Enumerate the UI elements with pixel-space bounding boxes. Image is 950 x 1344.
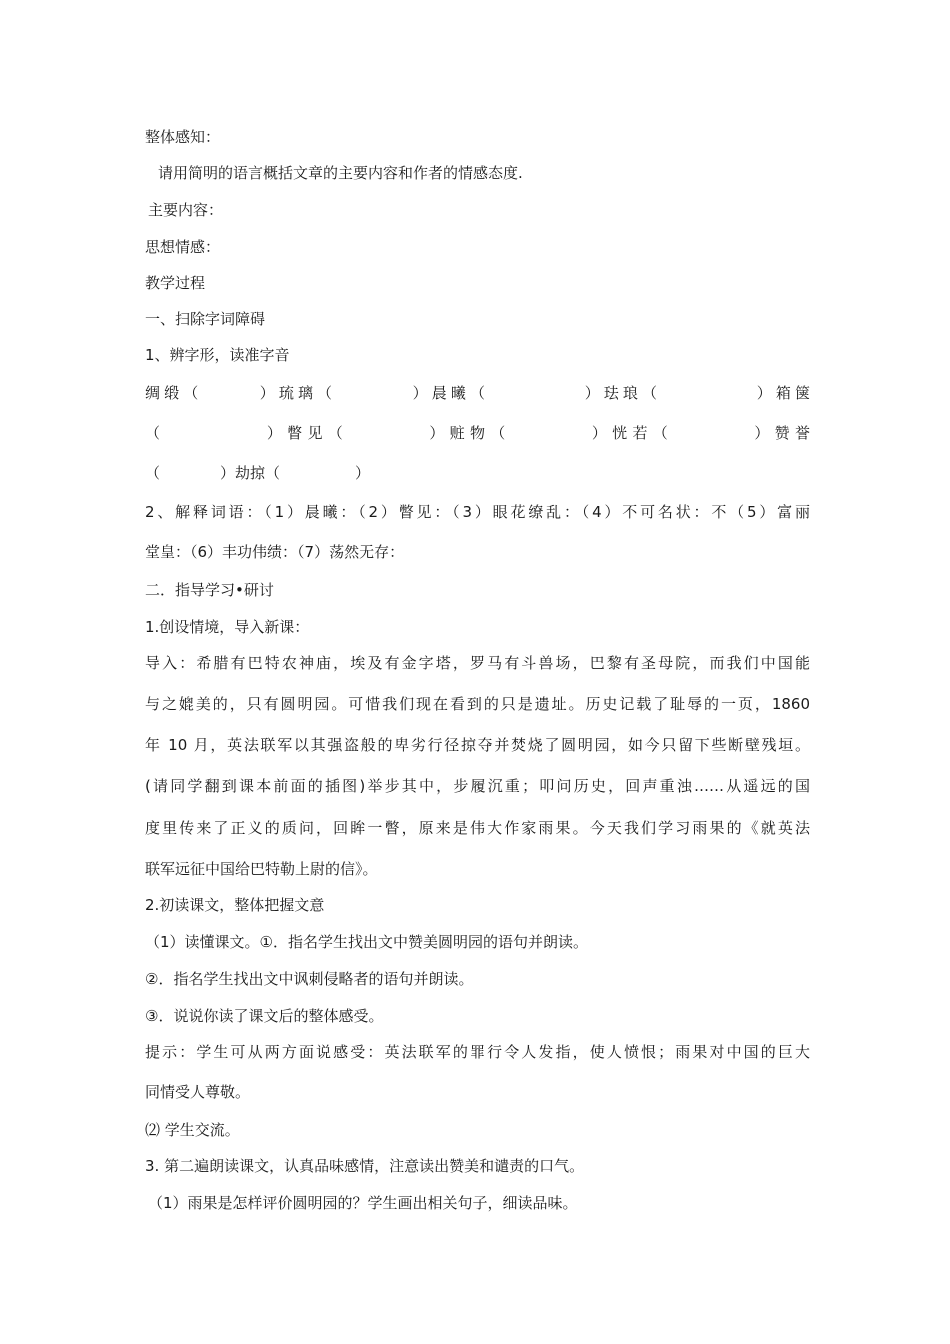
subheading-char-forms: 1、辨字形，读准字音 <box>145 346 290 364</box>
section-heading-vocabulary: 一、扫除字词障碍 <box>145 310 266 328</box>
heading-teaching-process: 教学过程 <box>145 274 206 292</box>
subheading-second-reading: 3. 第二遍朗读课文，认真品味感情，注意读出赞美和谴责的口气。 <box>145 1157 585 1175</box>
intro-paragraph-line-6: 联军远征中国给巴特勒上尉的信》。 <box>145 860 378 878</box>
main-content-label: 主要内容： <box>148 201 224 219</box>
heading-overall-perception: 整体感知： <box>145 128 221 146</box>
hint-line-2: 同情受人尊敬。 <box>145 1083 251 1101</box>
subheading-first-reading: 2.初读课文，整体把握文意 <box>145 896 325 914</box>
section-heading-guided-study: 二．指导学习•研讨 <box>145 581 274 599</box>
intro-paragraph-line-1: 导入：希腊有巴特农神庙，埃及有金字塔，罗马有斗兽场，巴黎有圣母院，而我们中国能 <box>145 654 810 672</box>
thought-emotion-label: 思想情感： <box>145 238 221 256</box>
instruction-text: 请用简明的语言概括文章的主要内容和作者的情感态度. <box>158 164 523 182</box>
intro-paragraph-line-5: 度里传来了正义的质问，回眸一瞥，原来是伟大作家雨果。今天我们学习雨果的《就英法 <box>145 819 810 837</box>
step-overall-feeling: ③．说说你读了课文后的整体感受。 <box>145 1007 384 1025</box>
vocab-row-2: （ ）瞥见（ ）赃物（ ）恍若（ ）赞誉 <box>145 424 810 442</box>
intro-paragraph-line-3: 年 10 月，英法联军以其强盗般的卑劣行径掠夺并焚烧了圆明园，如今只留下些断壁残垣。 <box>145 736 810 754</box>
word-explanation-line-1: 2、解释词语：（1）晨曦：（2）瞥见：（3）眼花缭乱：（4）不可名状：不（5）富丽 <box>145 503 810 521</box>
subheading-create-scene: 1.创设情境，导入新课： <box>145 618 310 636</box>
hint-line-1: 提示：学生可从两方面说感受：英法联军的罪行令人发指，使人愤恨；雨果对中国的巨大 <box>145 1043 810 1061</box>
word-explanation-line-2: 堂皇：（6）丰功伟绩：（7）荡然无存： <box>145 543 405 561</box>
intro-paragraph-line-4: (请同学翻到课本前面的插图)举步其中，步履沉重；叩问历史，回声重浊……从遥远的国 <box>145 777 810 795</box>
step-hugo-evaluation: （1）雨果是怎样评价圆明园的？学生画出相关句子，细读品味。 <box>148 1194 578 1212</box>
vocab-row-3: （ ）劫掠（ ） <box>145 464 371 482</box>
step-satire-sentences: ②．指名学生找出文中讽刺侵略者的语句并朗读。 <box>145 970 474 988</box>
vocab-row-1: 绸缎（ ）琉璃（ ）晨曦（ ）珐琅（ ）箱箧 <box>145 384 810 402</box>
step-student-exchange: ⑵ 学生交流。 <box>145 1121 240 1139</box>
intro-paragraph-line-2: 与之媲美的，只有圆明园。可惜我们现在看到的只是遗址。历史记载了耻辱的一页，1860 <box>145 695 810 713</box>
step-read-understand: （1）读懂课文。①．指名学生找出文中赞美圆明园的语句并朗读。 <box>145 933 588 951</box>
